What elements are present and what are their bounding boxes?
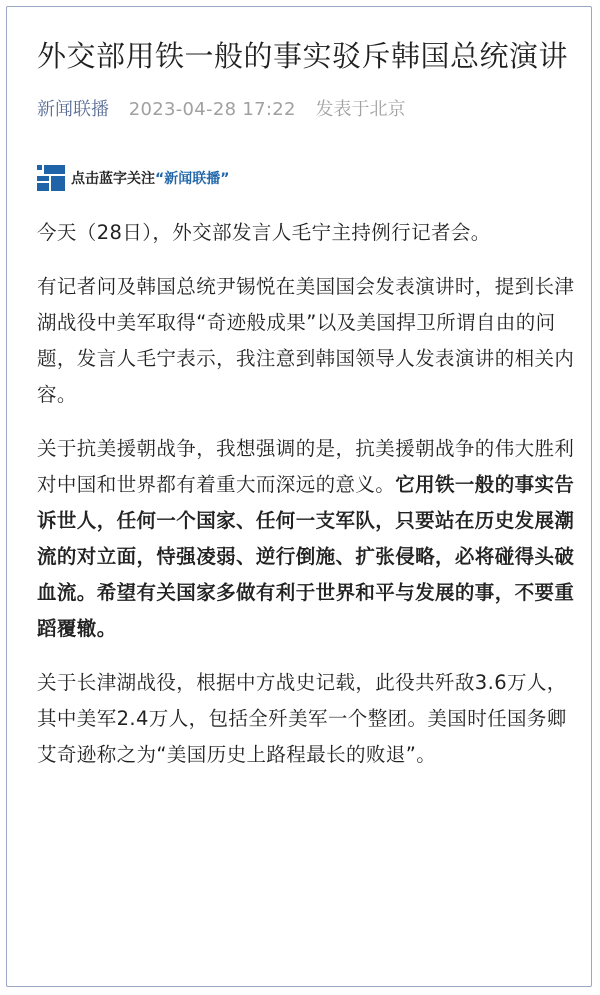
article-content — [37, 33, 577, 773]
paragraph-question: 有记者问及韩国总统尹锡悦在美国国会发表演讲时，提到长津湖战役中美军取得“奇迹般成果”以及美国捍卫所谓自由的问题，发言人毛宁表示，我注意到韩国领导人发表演讲的相关内容。 — [37, 275, 575, 406]
paragraph-statement — [37, 431, 577, 647]
paragraph-intro: 今天（28日），外交部发言人毛宁主持例行记者会。 — [37, 221, 491, 244]
follow-prefix: 点击蓝字关注 — [71, 171, 155, 187]
follow-banner[interactable] — [37, 165, 577, 191]
publish-datetime: 2023-04-28 17:22 — [128, 99, 296, 120]
paragraph-statement-bold: 它用铁一般的事实告诉世人，任何一个国家、任何一支军队，只要站在历史发展潮流的对立面，恃强凌弱、逆行倒施、扩张侵略，必将碰得头破血流。希望有关国家多做有利于世界和平与发展的事，不要重蹈覆辙。 — [37, 473, 575, 640]
publish-location: 发表于北京 — [315, 99, 406, 120]
article-frame — [6, 6, 592, 987]
article-meta — [37, 97, 577, 123]
paragraph-statement-normal: 关于抗美援朝战争，我想强调的是，抗美援朝战争的伟大胜利对中国和世界都有着重大而深远的意义。 — [37, 437, 575, 496]
article-title: 外交部用铁一般的事实驳斥韩国总统演讲 — [37, 39, 569, 73]
paragraph-battle: 关于长津湖战役，根据中方战史记载，此役共歼敌3.6万人，其中美军2.4万人，包括全歼美军一个整团。美国时任国务卿艾奇逊称之为“美国历史上路程最长的败退”。 — [37, 671, 567, 766]
source-link[interactable]: 新闻联播 — [37, 99, 109, 120]
follow-account-name: “新闻联播” — [155, 171, 230, 187]
news-logo-icon — [37, 165, 65, 191]
